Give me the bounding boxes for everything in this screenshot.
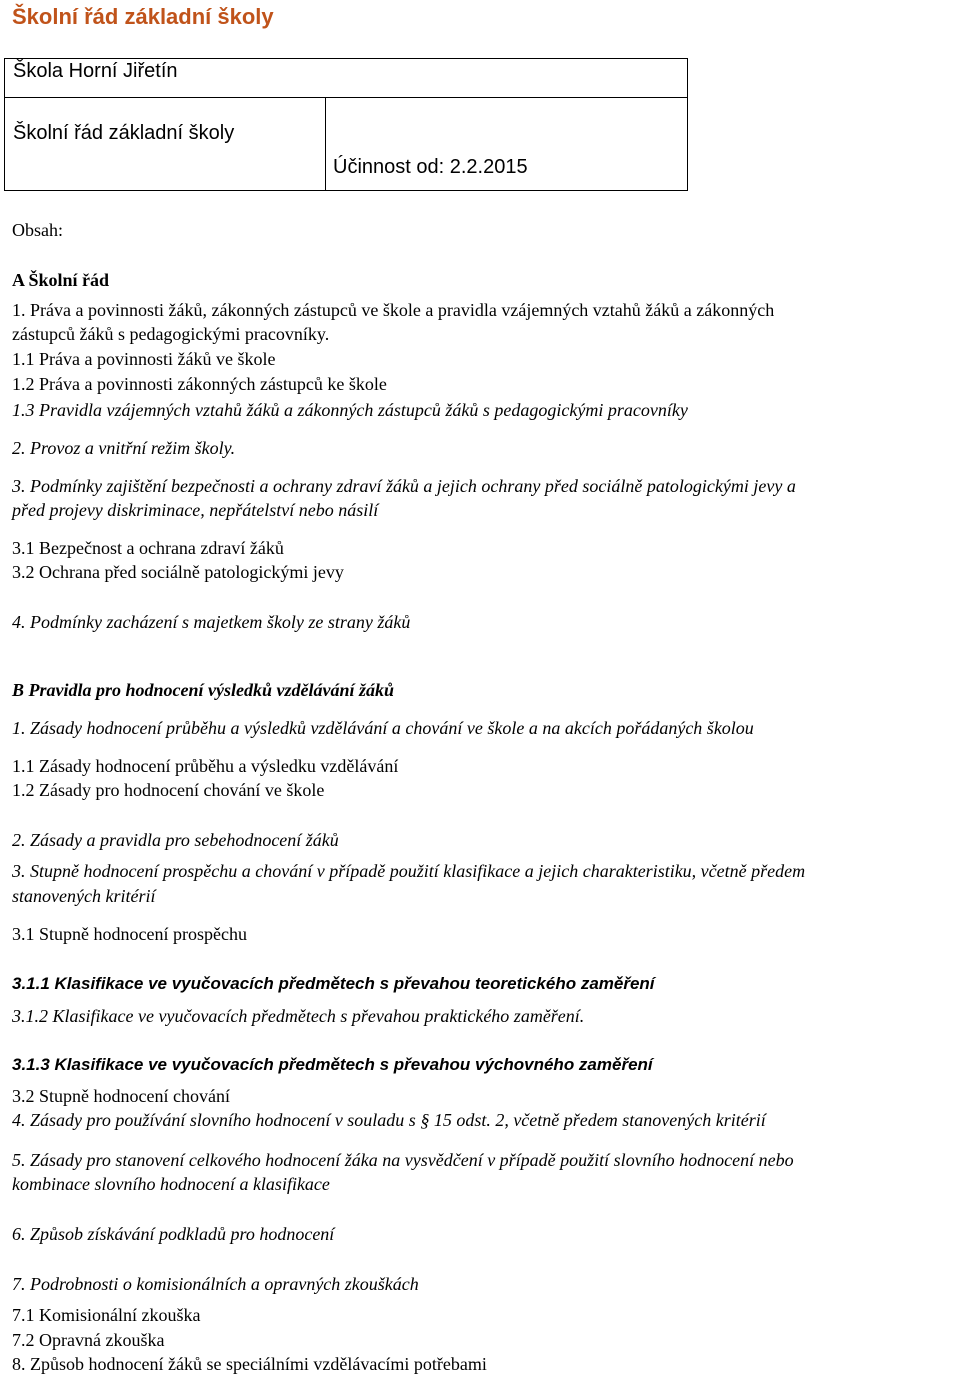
toc-entry: 4. Zásady pro používání slovního hodnocení v souladu s § 15 odst. 2, včetně předem stanovených kritérií bbox=[12, 1110, 766, 1130]
toc-entry: 4. Podmínky zacházení s majetkem školy ze strany žáků bbox=[12, 612, 411, 632]
school-name: Škola Horní Jiřetín bbox=[13, 60, 178, 82]
toc-entry: 1.1 Zásady hodnocení průběhu a výsledku vzdělávání bbox=[12, 756, 399, 776]
toc-entry: 1.3 Pravidla vzájemných vztahů žáků a zákonných zástupců žáků s pedagogickými pracovníky bbox=[12, 400, 688, 420]
document-header-table bbox=[4, 58, 688, 191]
toc-entry: 3. Stupně hodnocení prospěchu a chování v případě použití klasifikace a jejich charakteristiku, včetně předem bbox=[12, 861, 806, 881]
toc-entry: 7.1 Komisionální zkouška bbox=[12, 1305, 201, 1325]
section-b-heading: B Pravidla pro hodnocení výsledků vzdělávání žáků bbox=[12, 680, 394, 700]
toc-entry: 3.1 Bezpečnost a ochrana zdraví žáků bbox=[12, 538, 284, 558]
toc-entry: 1. Práva a povinnosti žáků, zákonných zástupců ve škole a pravidla vzájemných vztahů žáků a zákonných bbox=[12, 300, 775, 320]
contents-label: Obsah: bbox=[12, 220, 63, 240]
toc-entry: 2. Provoz a vnitřní režim školy. bbox=[12, 438, 236, 458]
toc-entry: kombinace slovního hodnocení a klasifikace bbox=[12, 1174, 330, 1194]
toc-entry: 3.2 Ochrana před sociálně patologickými jevy bbox=[12, 562, 344, 582]
header-row-divider bbox=[5, 97, 687, 98]
toc-entry: zástupců žáků s pedagogickými pracovníky. bbox=[12, 324, 330, 344]
toc-entry: 2. Zásady a pravidla pro sebehodnocení žáků bbox=[12, 830, 339, 850]
toc-entry: 6. Způsob získávání podkladů pro hodnocení bbox=[12, 1224, 335, 1244]
toc-entry: 7.2 Opravná zkouška bbox=[12, 1330, 165, 1350]
toc-entry: 7. Podrobnosti o komisionálních a opravných zkouškách bbox=[12, 1274, 419, 1294]
toc-entry: 3.1.1 Klasifikace ve vyučovacích předmětech s převahou teoretického zaměření bbox=[12, 974, 655, 993]
toc-entry: 1.2 Práva a povinnosti zákonných zástupců ke škole bbox=[12, 374, 387, 394]
toc-entry: 3. Podmínky zajištění bezpečnosti a ochrany zdraví žáků a jejich ochrany před sociálně patologickými jevy a bbox=[12, 476, 796, 496]
toc-entry: 3.1.3 Klasifikace ve vyučovacích předmětech s převahou výchovného zaměření bbox=[12, 1055, 653, 1074]
toc-entry: 3.2 Stupně hodnocení chování bbox=[12, 1086, 230, 1106]
header-column-divider bbox=[325, 97, 326, 190]
section-a-heading: A Školní řád bbox=[12, 270, 110, 290]
effective-date: Účinnost od: 2.2.2015 bbox=[333, 156, 528, 178]
toc-entry: 3.1 Stupně hodnocení prospěchu bbox=[12, 924, 247, 944]
toc-entry: 1. Zásady hodnocení průběhu a výsledků vzdělávání a chování ve škole a na akcích pořádaných školou bbox=[12, 718, 754, 738]
toc-entry: 5. Zásady pro stanovení celkového hodnocení žáka na vysvědčení v případě použití slovního hodnocení nebo bbox=[12, 1150, 794, 1170]
document-name: Školní řád základní školy bbox=[13, 122, 235, 144]
toc-entry: 1.1 Práva a povinnosti žáků ve škole bbox=[12, 349, 276, 369]
toc-entry: 3.1.2 Klasifikace ve vyučovacích předmětech s převahou praktického zaměření. bbox=[12, 1006, 585, 1026]
toc-entry: 1.2 Zásady pro hodnocení chování ve škole bbox=[12, 780, 325, 800]
toc-entry: před projevy diskriminace, nepřátelství nebo násilí bbox=[12, 500, 379, 520]
toc-entry: stanovených kritérií bbox=[12, 886, 156, 906]
toc-entry: 8. Způsob hodnocení žáků se speciálními vzdělávacími potřebami bbox=[12, 1354, 487, 1374]
document-title: Školní řád základní školy bbox=[12, 4, 274, 29]
